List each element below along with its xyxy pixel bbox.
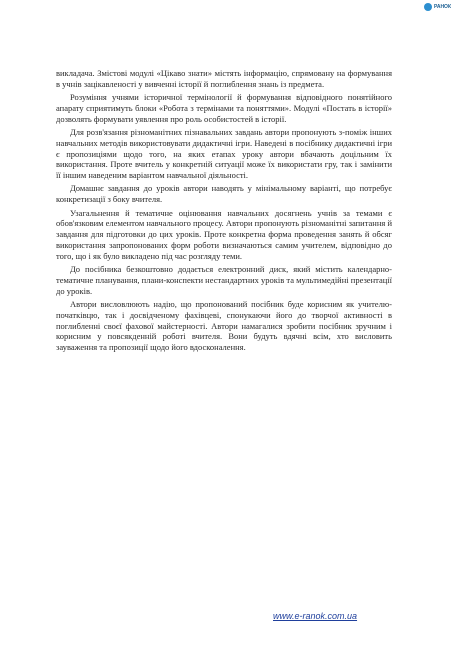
- logo-text: РАНОК: [433, 4, 451, 10]
- ranok-logo-icon: [424, 3, 432, 11]
- page-body: [56, 68, 392, 355]
- paragraph: Узагальнення й тематичне оцінювання навчальних досягнень учнів за темами є обов'язковим елементом навчального процесу. Автори пропонують різноманітні запитання й завдання для підготовки до цих уроків. Проте конкретна форма проведення занять й обсяг використання запропонованих форм роботи визначаються самим учителем, відповідно до того, що і як було викладено під час розгляду теми.: [56, 207, 392, 261]
- footer-website-link[interactable]: www.e-ranok.com.ua: [273, 611, 358, 621]
- paragraph: До посібника безкоштовно додається електронний диск, який містить календарно-тематичне планування, плани-конспекти нестандартних уроків та мультимедійні презентації до уроків.: [56, 264, 392, 296]
- paragraph: Автори висловлюють надію, що пропонований посібник буде корисним як учителю-початківцю, так і досвідченому фахівцеві, спонукаючи його до творчої активності в поглибленні своєї фахової майстерності. Автори намагалися зробити посібник зручним і корисним у повсякденній роботі вчителя. Вони будуть вдячні всім, хто висловить зауваження та пропозиції щодо його вдосконалення.: [56, 298, 392, 353]
- paragraph: Для розв'язання різноманітних пізнавальних завдань автори пропонують з-поміж інших навчальних методів використовувати дидактичні ігри. Наведені в посібнику дидактичні ігри є пропозиціями щодо того, на яких етапах уроку автори вбачають доцільним їх використання. Проте вчитель у конкретній ситуації може їх використати гру, так і замінити її іншим наведеним варіантом навчальної діяльності.: [56, 126, 392, 181]
- paragraph: Домашнє завдання до уроків автори наводять у мінімальному варіанті, що потребує конкретизації з боку вчителя.: [56, 183, 392, 205]
- paragraph: Розуміння учнями історичної термінології й формування відповідного понятійного апарату сприятимуть блоки «Робота з термінами та поняттями». Модулі «Постать в історії» дозволять формувати уявлення про роль особистостей в історії.: [56, 92, 392, 124]
- paragraph: викладача. Змістові модулі «Цікаво знати» містять інформацію, спрямовану на формування в учнів зацікавленості у вивченні історії й поглиблення знань із предмета.: [56, 68, 392, 89]
- publisher-logo: [424, 3, 451, 11]
